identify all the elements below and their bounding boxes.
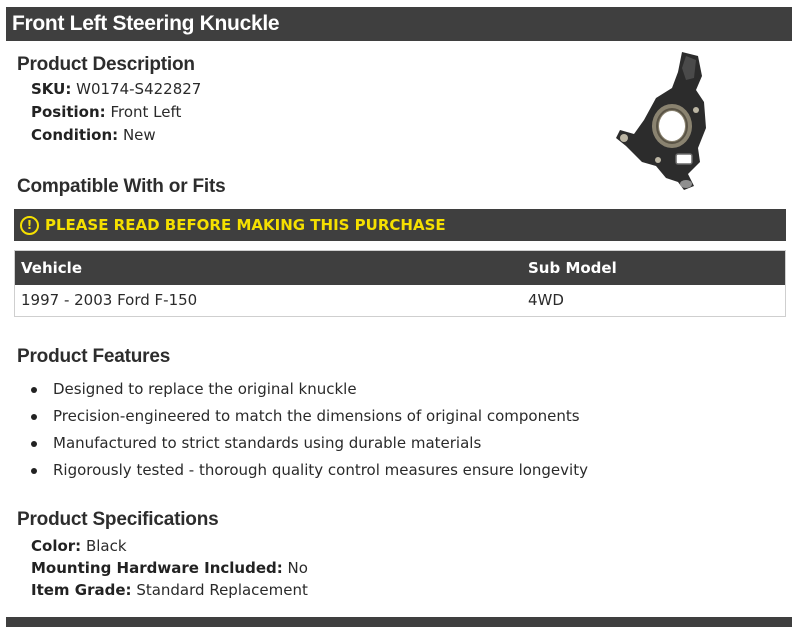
list-item: Designed to replace the original knuckle: [29, 376, 588, 403]
page-title: Front Left Steering Knuckle: [6, 7, 792, 41]
features-list: [29, 376, 588, 484]
hardware-row: [31, 559, 308, 577]
condition-value: New: [122, 126, 156, 144]
hardware-value: No: [287, 559, 308, 577]
purchase-notice-banner: [14, 209, 786, 241]
footer-bar: [6, 617, 792, 627]
vehicle-cell: 1997 - 2003 Ford F-150: [21, 291, 198, 309]
table-header: [15, 251, 785, 285]
table-row: [15, 285, 785, 316]
condition-label: Condition:: [31, 126, 119, 144]
condition-row: [31, 126, 156, 144]
position-value: Front Left: [110, 103, 182, 121]
position-label: Position:: [31, 103, 106, 121]
product-specifications-heading: Product Specifications: [17, 509, 219, 530]
compatible-heading: Compatible With or Fits: [17, 176, 226, 197]
grade-row: [31, 581, 308, 599]
column-header-sub-model: Sub Model: [528, 259, 617, 277]
column-header-vehicle: Vehicle: [21, 259, 82, 277]
sku-value: W0174-S422827: [76, 80, 202, 98]
sub-model-cell: 4WD: [528, 291, 564, 309]
position-row: [31, 103, 181, 121]
purchase-notice-text: PLEASE READ BEFORE MAKING THIS PURCHASE: [45, 216, 446, 234]
hardware-label: Mounting Hardware Included:: [31, 559, 283, 577]
color-row: [31, 537, 127, 555]
compatibility-table: [14, 250, 786, 317]
sku-label: SKU:: [31, 80, 72, 98]
steering-knuckle-image: [612, 50, 716, 192]
product-description-heading: Product Description: [17, 54, 195, 75]
list-item: Precision-engineered to match the dimensions of original components: [29, 403, 588, 430]
color-label: Color:: [31, 537, 82, 555]
grade-value: Standard Replacement: [136, 581, 308, 599]
list-item: Manufactured to strict standards using durable materials: [29, 430, 588, 457]
sku-row: [31, 80, 201, 98]
alert-circle-icon: !: [20, 216, 39, 235]
product-features-heading: Product Features: [17, 346, 171, 367]
list-item: Rigorously tested - thorough quality control measures ensure longevity: [29, 457, 588, 484]
color-value: Black: [85, 537, 127, 555]
grade-label: Item Grade:: [31, 581, 132, 599]
